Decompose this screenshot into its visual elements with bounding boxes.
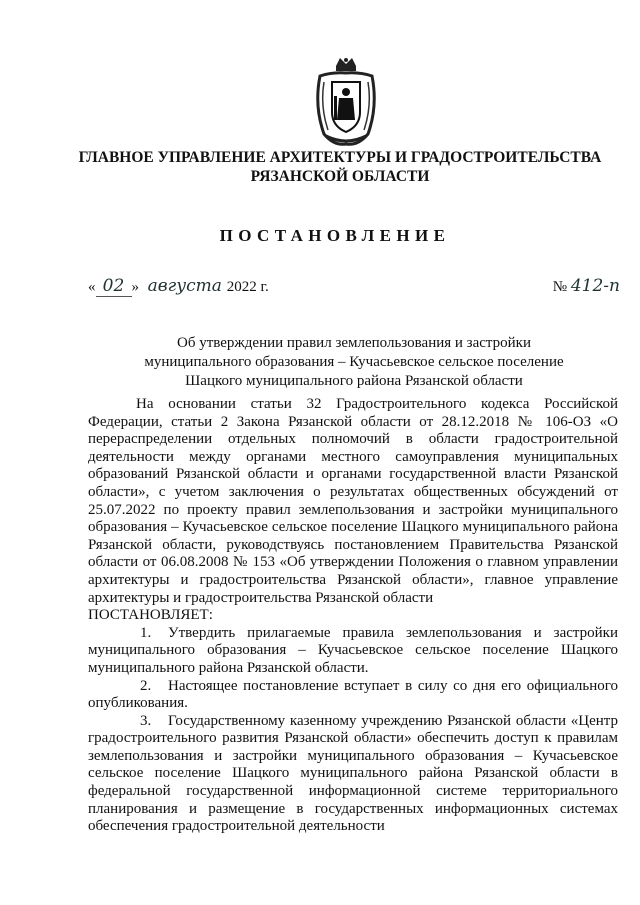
preamble-paragraph: На основании статьи 32 Градостроительного кодекса Российской Федерации, статьи 2 Закона Рязанской области от 28.12.2018 № 106-ОЗ «О перераспределении отдельных полномочий в области градостроительной деятельности между органами местного самоуправления муниципальных образований Рязанской области и органами государственной власти Рязанской области», с учетом заключения о результатах общественных обсуждений от 25.07.2022 по проекту правил землепользования и застройки муниципального образования – Кучасьевское сельское поселение Шацкого муниципального района Рязанской области, руководствуясь постановлением Правительства Рязанской области от 06.08.2008 № 153 «Об утверждении Положения о главном управлении архитектуры и градостроительства Рязанской области», главное управление архитектуры и градостроительства Рязанской области <box>88 396 618 606</box>
date-open-quote: « <box>88 279 96 295</box>
date-month: августа <box>147 276 222 296</box>
decree-word: ПОСТАНОВЛЯЕТ: <box>88 607 213 624</box>
date-year: 2022 г. <box>226 279 269 295</box>
organization-line-2: РЯЗАНСКОЙ ОБЛАСТИ <box>250 168 430 185</box>
date-day: 02 <box>96 276 132 297</box>
date-close-quote: » <box>131 279 139 295</box>
date-number-row <box>88 274 620 302</box>
subject-line-1: Об утверждении правил землепользования и застройки <box>177 335 531 351</box>
subject-line-3: Шацкого муниципального района Рязанской области <box>185 373 523 389</box>
item-number: 3. <box>140 712 152 729</box>
item-text: Утвердить прилагаемые правила землепользования и застройки муниципального образования – Кучасьевское сельское поселение Шацкого муниципального района Рязанской области. <box>88 624 618 676</box>
item-number: 2. <box>140 677 152 694</box>
document-type-title: ПОСТАНОВЛЕНИЕ <box>219 226 451 245</box>
item-text: Настоящее постановление вступает в силу со дня его официального опубликования. <box>88 677 618 712</box>
coat-of-arms-icon <box>312 56 380 148</box>
number-value: 412-п <box>570 276 620 296</box>
item-number: 1. <box>140 624 152 641</box>
issuing-organization <box>60 148 620 186</box>
document-subject <box>88 334 620 391</box>
organization-line-1: ГЛАВНОЕ УПРАВЛЕНИЕ АРХИТЕКТУРЫ И ГРАДОСТРОИТЕЛЬСТВА <box>78 149 602 166</box>
list-item <box>88 678 618 713</box>
subject-line-2: муниципального образования – Кучасьевское сельское поселение <box>144 354 564 370</box>
list-item <box>88 625 618 678</box>
number-prefix: № <box>552 279 568 295</box>
document-body <box>88 396 618 836</box>
list-item <box>88 713 618 836</box>
item-text: Государственному казенному учреждению Рязанской области «Центр градостроительного развития Рязанской области» обеспечить доступ к правилам землепользования и застройки муниципального образования – Кучасьевское сельское поселение Шацкого муниципального района Рязанской области в федеральной государственной информационной системе территориального планирования и размещение в государственных информационных системах обеспечения градостроительной деятельности <box>88 712 618 835</box>
document-number <box>553 276 620 296</box>
document-date <box>88 276 269 297</box>
